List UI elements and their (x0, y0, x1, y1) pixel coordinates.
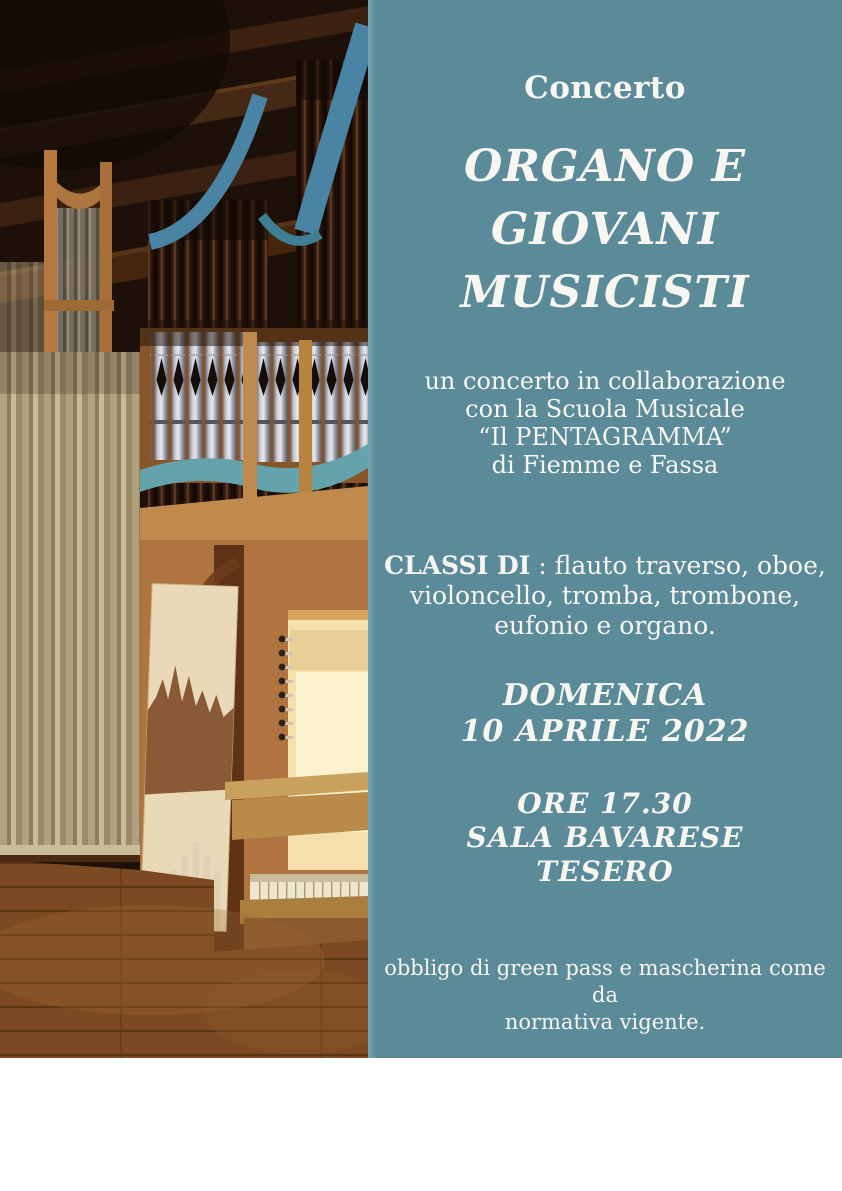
classes-label: CLASSI DI (384, 551, 531, 580)
poster-title (368, 135, 842, 324)
date-line-1: DOMENICA (502, 678, 708, 713)
organ-photo (0, 0, 368, 1058)
collab-line-3: “Il PENTAGRAMMA” (478, 423, 732, 451)
title-line-2: GIOVANI (490, 204, 720, 255)
event-venue (368, 787, 842, 889)
text-panel (368, 0, 842, 1058)
venue-line-3: TESERO (536, 855, 674, 888)
classes-rest: : flauto traverso, oboe, (530, 551, 826, 580)
title-line-1: ORGANO E (463, 141, 746, 192)
event-date (368, 678, 842, 750)
notice-line-2: normativa vigente. (504, 1010, 706, 1034)
classes-line-1 (368, 551, 842, 581)
collab-line-2: con la Scuola Musicale (465, 395, 745, 423)
date-line-2: 10 APRILE 2022 (460, 714, 750, 749)
collab-line-1: un concerto in collaborazione (424, 367, 786, 395)
classes-line-2: violoncello, tromba, trombone, (409, 581, 801, 610)
collaboration-text (368, 367, 842, 479)
sponsor-footer (0, 1058, 842, 1191)
venue-line-2: SALA BAVARESE (466, 821, 744, 854)
title-line-3: MUSICISTI (460, 267, 750, 318)
covid-notice (368, 955, 842, 1036)
notice-line-1: obbligo di green pass e mascherina come da (384, 956, 826, 1007)
poster-pretitle: Concerto (524, 70, 686, 106)
venue-line-1: ORE 17.30 (517, 787, 693, 820)
classes-text (368, 551, 842, 641)
collab-line-4: di Fiemme e Fassa (491, 451, 719, 479)
classes-line-3: eufonio e organo. (494, 611, 716, 640)
